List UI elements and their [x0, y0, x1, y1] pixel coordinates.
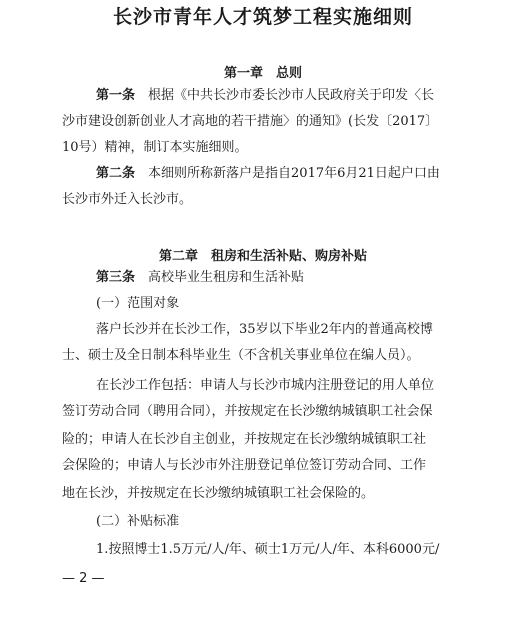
article-3-text: 高校毕业生租房和生活补贴 — [148, 270, 305, 285]
article-1-line-3: 10号）精神，制订本实施细则。 — [62, 140, 248, 155]
article-3-label: 第三条 — [96, 270, 136, 285]
chapter-2-heading: 第二章 租房和生活补贴、购房补贴 — [158, 249, 367, 264]
section-1-line-6: 会保险的；申请人与长沙市外注册登记单位签订劳动合同、工作 — [62, 458, 427, 473]
article-3-line — [96, 270, 304, 286]
section-1-line-4: 签订劳动合同（聘用合同），并按规定在长沙缴纳城镇职工社会保 — [62, 404, 433, 419]
section-1-line-1: 落户长沙并在长沙工作，35岁以下毕业2年内的普通高校博 — [96, 322, 433, 337]
article-1-line-2: 沙市建设创新创业人才高地的若干措施〉的通知》(长发〔2017〕 — [62, 114, 439, 129]
section-1-line-7: 地在长沙，并按规定在长沙缴纳城镇职工社会保险的。 — [62, 486, 375, 501]
section-2-line-1: 1.按照博士1.5万元/人/年、硕士1万元/人/年、本科6000元/ — [96, 542, 440, 557]
section-2-heading: (二）补贴标准 — [96, 514, 180, 529]
article-2-line-2: 长沙市外迁入长沙市。 — [62, 192, 193, 207]
page-number: — 2 — — [62, 571, 105, 586]
section-1-line-2: 士、硕士及全日制本科毕业生（不含机关事业单位在编人员）。 — [62, 348, 420, 363]
document-title: 长沙市青年人才筑梦工程实施细则 — [112, 6, 413, 28]
article-1-label: 第一条 — [96, 88, 136, 103]
article-2-text-1: 本细则所称新落户是指自2017年6月21日起户口由 — [148, 166, 440, 181]
section-1-heading: (一）范围对象 — [96, 296, 180, 311]
chapter-1-heading: 第一章 总则 — [223, 66, 302, 81]
section-1-line-3: 在长沙工作包括：申请人与长沙市城内注册登记的用人单位 — [96, 378, 435, 393]
article-1-text-1: 根据《中共长沙市委长沙市人民政府关于印发〈长 — [148, 88, 435, 103]
article-2-label: 第二条 — [96, 166, 136, 181]
article-2-line-1 — [96, 166, 440, 182]
section-1-line-5: 险的；申请人在长沙自主创业，并按规定在长沙缴纳城镇职工社 — [62, 432, 427, 447]
article-1-line-1 — [96, 88, 434, 104]
